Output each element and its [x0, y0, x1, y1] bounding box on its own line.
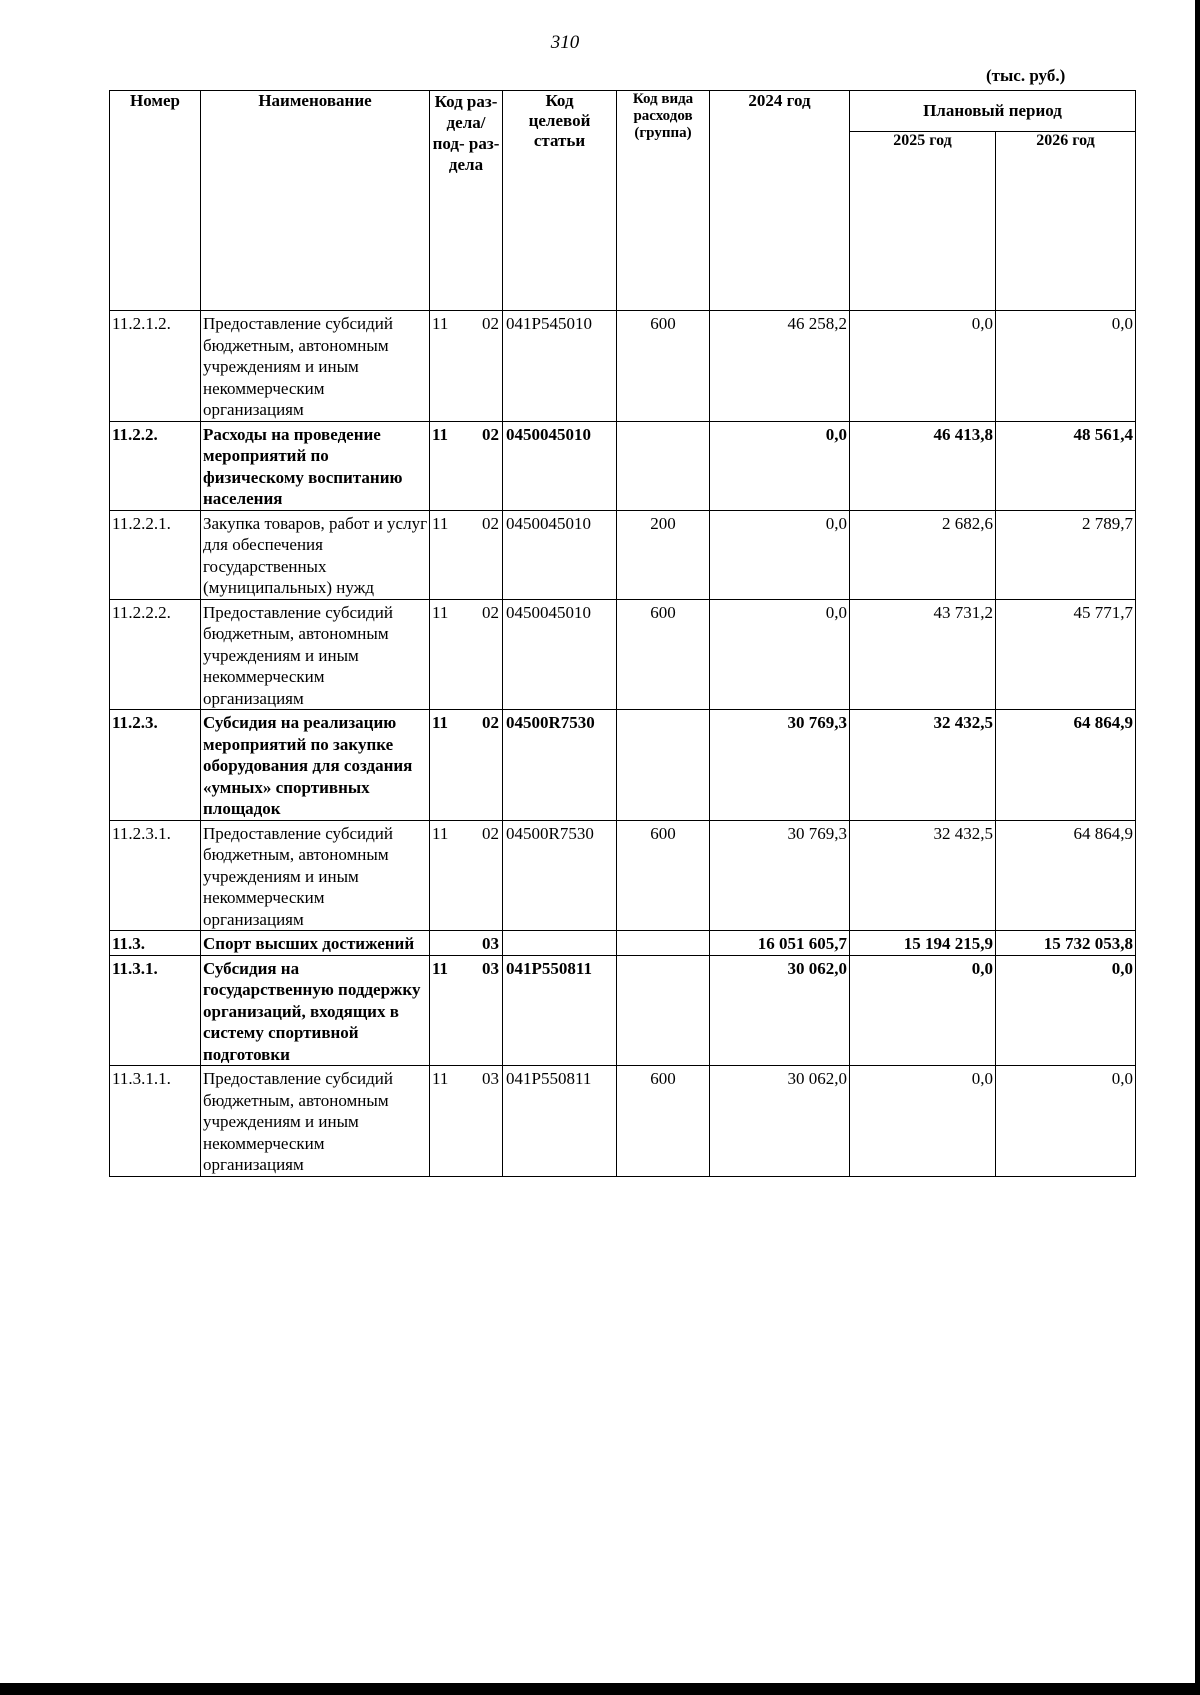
- row-2026: 48 561,4: [996, 421, 1136, 510]
- scan-bottom-edge: [0, 1683, 1200, 1695]
- row-2024: 0,0: [710, 510, 850, 599]
- row-number: 11.2.3.: [110, 710, 201, 821]
- header-target-code: Код целевой статьи: [503, 91, 617, 311]
- table-row: [110, 421, 1136, 510]
- header-name: Наименование: [201, 91, 430, 311]
- budget-table: [109, 90, 1136, 1177]
- row-target-code: [503, 931, 617, 956]
- row-2026: 0,0: [996, 1066, 1136, 1177]
- row-number: 11.2.3.1.: [110, 820, 201, 931]
- table-row: [110, 931, 1136, 956]
- units-label: (тыс. руб.): [986, 66, 1066, 85]
- row-podrazdel: 02: [482, 602, 499, 622]
- row-section-code: [430, 820, 503, 931]
- row-2024: 30 769,3: [710, 820, 850, 931]
- row-2025: 2 682,6: [850, 510, 996, 599]
- row-section-code: [430, 710, 503, 821]
- row-2024: 0,0: [710, 421, 850, 510]
- table-row: [110, 955, 1136, 1066]
- header-section-code: [430, 91, 503, 311]
- row-number: 11.2.2.1.: [110, 510, 201, 599]
- row-number: 11.3.1.1.: [110, 1066, 201, 1177]
- row-2025: 43 731,2: [850, 599, 996, 710]
- row-podrazdel: 02: [482, 823, 499, 843]
- row-2024: 16 051 605,7: [710, 931, 850, 956]
- row-expense-type: 600: [617, 1066, 710, 1177]
- row-section-code: [430, 1066, 503, 1177]
- row-section-code: [430, 931, 503, 956]
- row-number: 11.2.2.2.: [110, 599, 201, 710]
- row-name: Закупка товаров, работ и услуг для обеспечения государственных (муниципальных) нужд: [201, 510, 430, 599]
- table-row: [110, 820, 1136, 931]
- row-name: Предоставление субсидий бюджетным, автономным учреждениям и иным некоммерческим организациям: [201, 599, 430, 710]
- header-2026: 2026 год: [996, 132, 1136, 311]
- row-podrazdel: 02: [482, 713, 499, 732]
- row-2026: 0,0: [996, 311, 1136, 422]
- row-name: Предоставление субсидий бюджетным, автономным учреждениям и иным некоммерческим организациям: [201, 311, 430, 422]
- row-podrazdel: 03: [482, 1069, 499, 1088]
- scan-right-edge: [1195, 0, 1200, 1695]
- row-razdel: 11: [432, 958, 449, 978]
- row-2025: 32 432,5: [850, 710, 996, 821]
- row-razdel: 11: [432, 314, 449, 333]
- table-row: [110, 1066, 1136, 1177]
- table-row: [110, 710, 1136, 821]
- header-section-code-text: Код раз- дела/ под- раз- дела: [432, 92, 500, 174]
- header-2025: 2025 год: [850, 132, 996, 311]
- row-podrazdel: 03: [482, 958, 499, 978]
- row-expense-type: [617, 931, 710, 956]
- row-2024: 30 062,0: [710, 955, 850, 1066]
- row-2025: 32 432,5: [850, 820, 996, 931]
- row-2025: 0,0: [850, 955, 996, 1066]
- row-expense-type: [617, 710, 710, 821]
- header-expense-type: Код вида расходов (группа): [617, 91, 710, 311]
- row-number: 11.2.1.2.: [110, 311, 201, 422]
- row-razdel: 11: [432, 823, 449, 843]
- row-podrazdel: 02: [482, 513, 499, 533]
- row-section-code: [430, 421, 503, 510]
- row-podrazdel: 02: [482, 424, 499, 444]
- row-name: Расходы на проведение мероприятий по физическому воспитанию населения: [201, 421, 430, 510]
- row-name: Субсидия на государственную поддержку организаций, входящих в систему спортивной подготовки: [201, 955, 430, 1066]
- row-2025: 0,0: [850, 1066, 996, 1177]
- row-expense-type: [617, 955, 710, 1066]
- row-2024: 30 062,0: [710, 1066, 850, 1177]
- row-target-code: 04500R7530: [503, 820, 617, 931]
- row-2024: 46 258,2: [710, 311, 850, 422]
- row-number: 11.3.: [110, 931, 201, 956]
- row-razdel: 11: [432, 1069, 449, 1088]
- header-2024: 2024 год: [710, 91, 850, 311]
- table-body: [110, 311, 1136, 1177]
- row-podrazdel: 03: [482, 934, 499, 953]
- row-2026: 15 732 053,8: [996, 931, 1136, 956]
- row-2026: 64 864,9: [996, 710, 1136, 821]
- row-expense-type: 600: [617, 311, 710, 422]
- row-target-code: 04500R7530: [503, 710, 617, 821]
- row-section-code: [430, 955, 503, 1066]
- row-section-code: [430, 599, 503, 710]
- row-target-code: 041P545010: [503, 311, 617, 422]
- row-name: Предоставление субсидий бюджетным, автономным учреждениям и иным некоммерческим организациям: [201, 1066, 430, 1177]
- row-2025: 0,0: [850, 311, 996, 422]
- row-podrazdel: 02: [482, 314, 499, 333]
- row-2025: 15 194 215,9: [850, 931, 996, 956]
- row-target-code: 0450045010: [503, 510, 617, 599]
- row-name: Субсидия на реализацию мероприятий по закупке оборудования для создания «умных» спортивных площадок: [201, 710, 430, 821]
- row-2024: 0,0: [710, 599, 850, 710]
- page-number: 310: [550, 32, 580, 53]
- table-row: [110, 311, 1136, 422]
- row-number: 11.2.2.: [110, 421, 201, 510]
- row-2026: 0,0: [996, 955, 1136, 1066]
- row-2026: 64 864,9: [996, 820, 1136, 931]
- row-expense-type: 600: [617, 820, 710, 931]
- row-number: 11.3.1.: [110, 955, 201, 1066]
- header-number: Номер: [110, 91, 201, 311]
- header-planning-period: Плановый период: [850, 91, 1136, 132]
- row-razdel: 11: [432, 424, 449, 444]
- row-2024: 30 769,3: [710, 710, 850, 821]
- table-row: [110, 510, 1136, 599]
- table-row: [110, 599, 1136, 710]
- row-razdel: 11: [432, 513, 449, 533]
- row-razdel: 11: [432, 602, 449, 622]
- row-section-code: [430, 510, 503, 599]
- row-2026: 2 789,7: [996, 510, 1136, 599]
- row-2026: 45 771,7: [996, 599, 1136, 710]
- row-2025: 46 413,8: [850, 421, 996, 510]
- row-target-code: 0450045010: [503, 599, 617, 710]
- row-target-code: 0450045010: [503, 421, 617, 510]
- row-name: Предоставление субсидий бюджетным, автономным учреждениям и иным некоммерческим организациям: [201, 820, 430, 931]
- row-target-code: 041P550811: [503, 1066, 617, 1177]
- row-name: Спорт высших достижений: [201, 931, 430, 956]
- header-row: [110, 91, 1136, 132]
- row-razdel: 11: [432, 713, 449, 732]
- row-expense-type: [617, 421, 710, 510]
- row-target-code: 041P550811: [503, 955, 617, 1066]
- row-section-code: [430, 311, 503, 422]
- row-expense-type: 600: [617, 599, 710, 710]
- row-expense-type: 200: [617, 510, 710, 599]
